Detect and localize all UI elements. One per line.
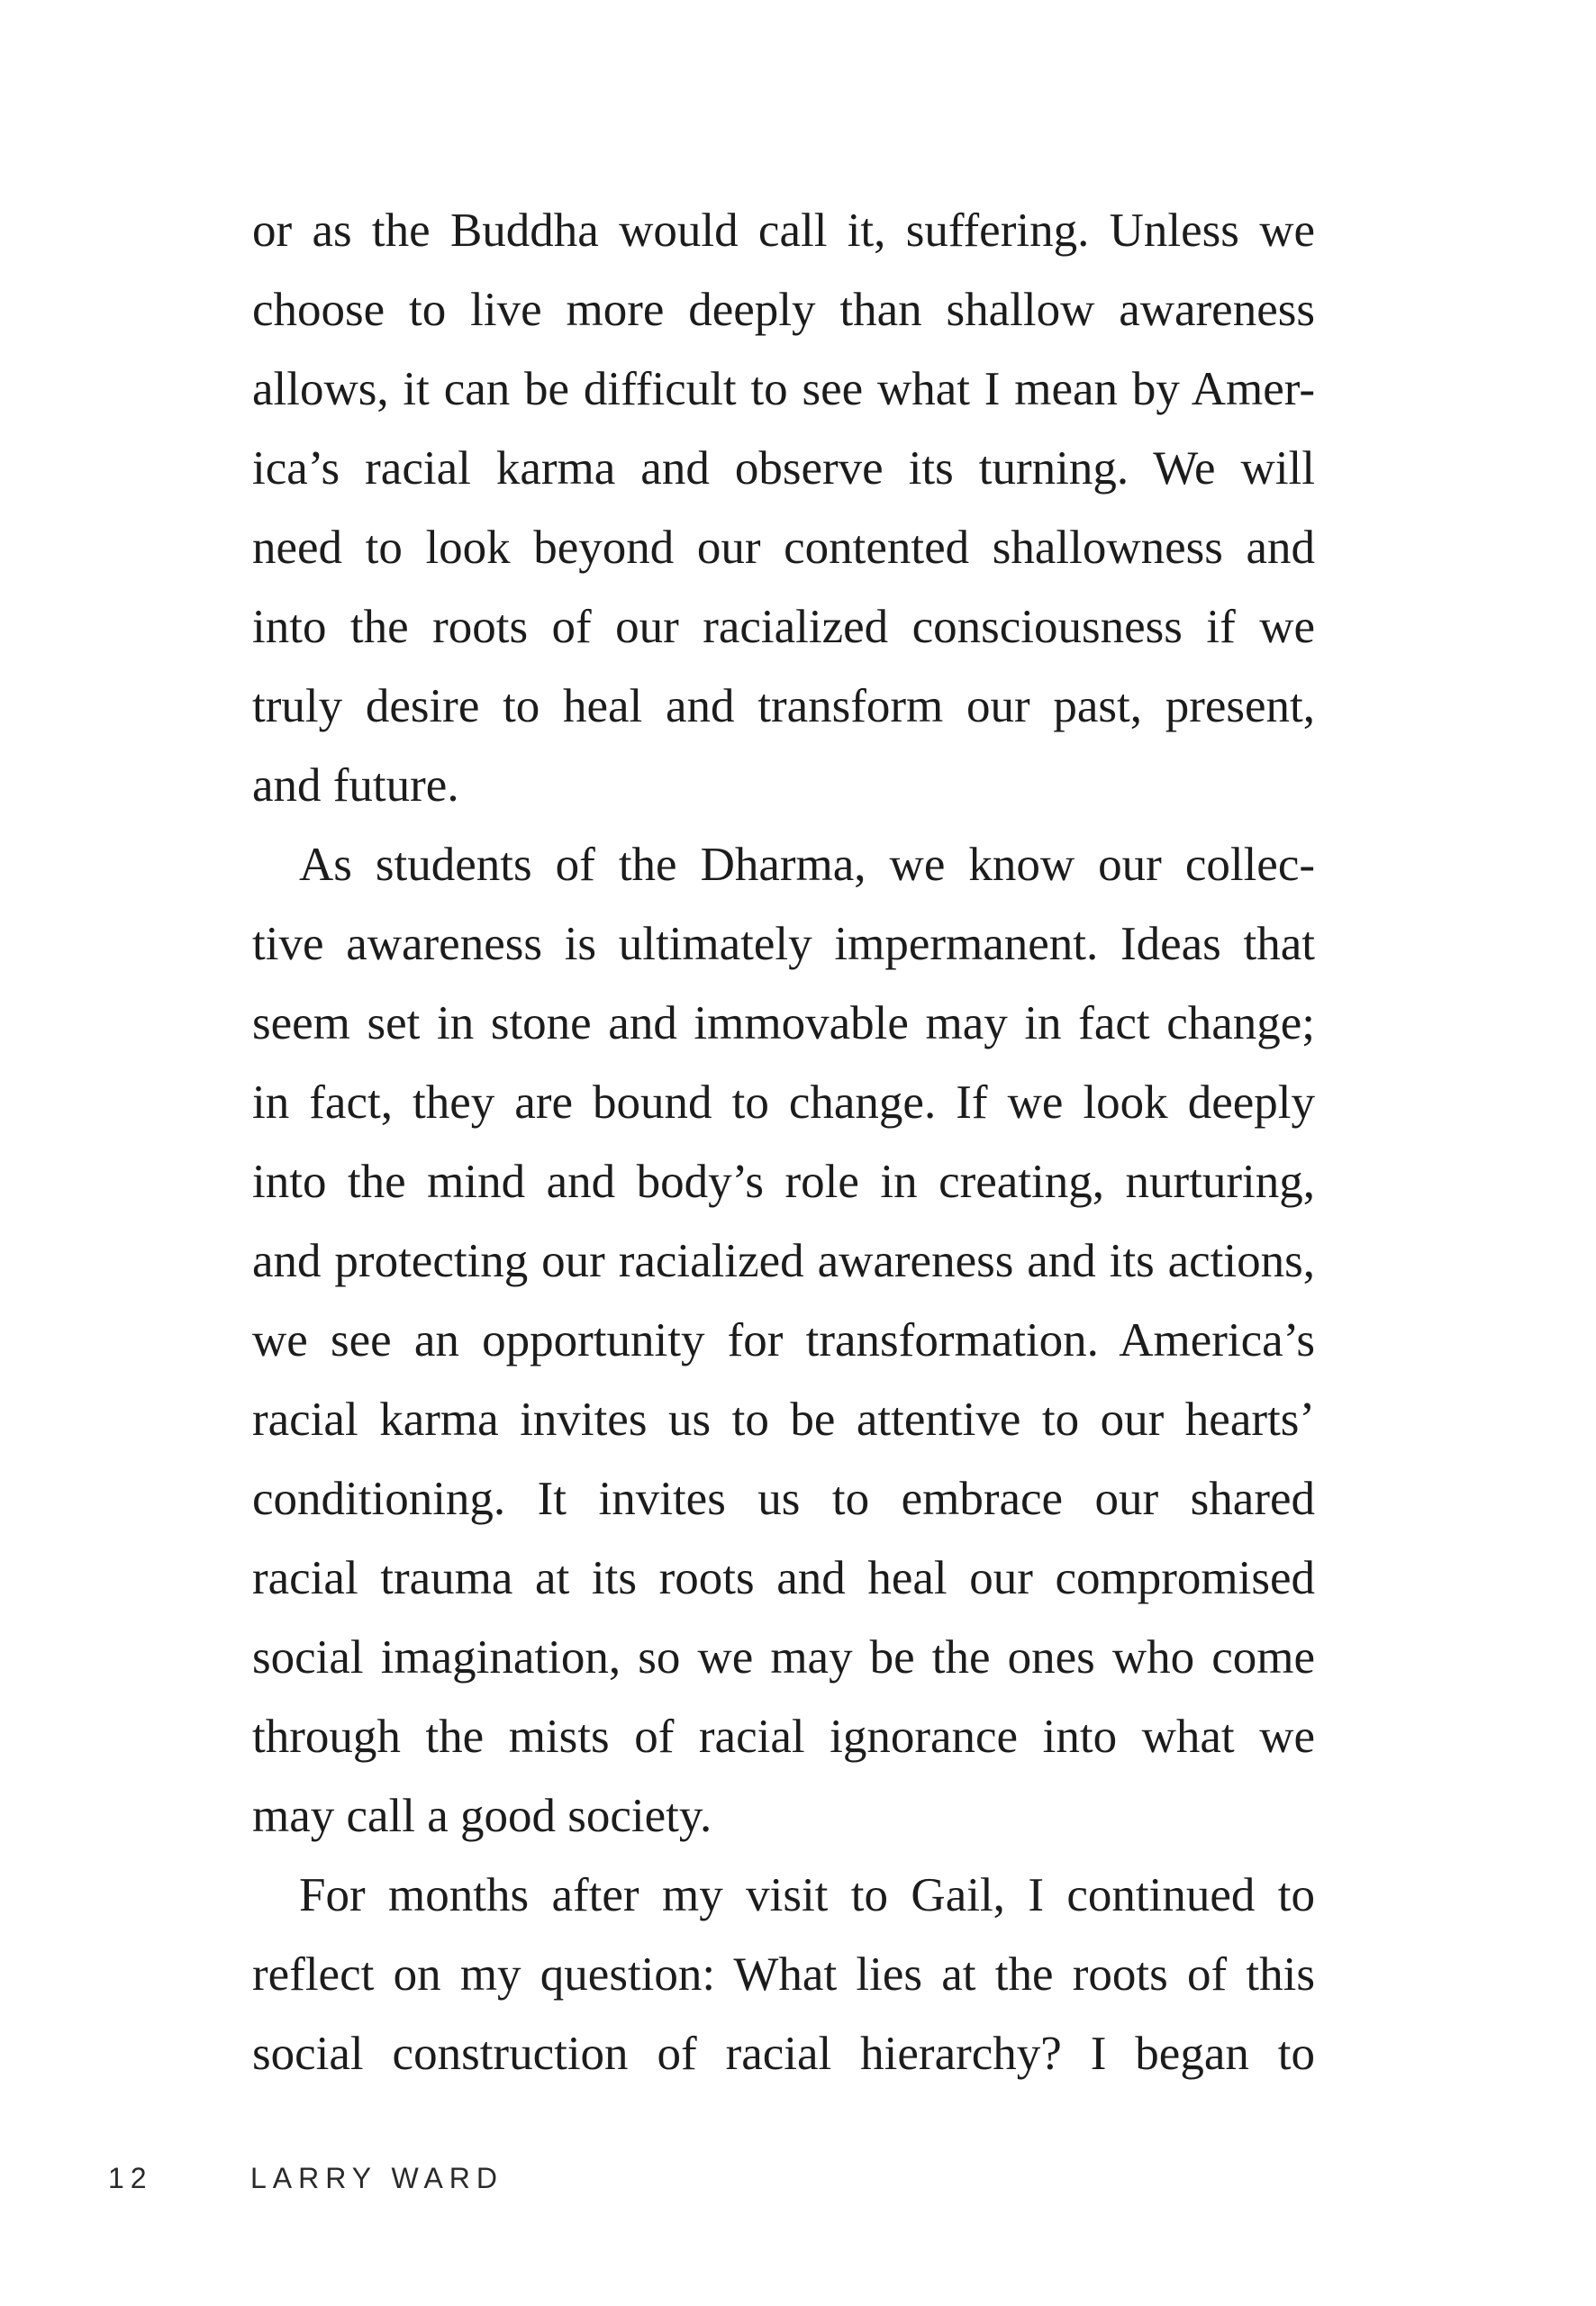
text-line: and protecting our racialized awareness and its actions, xyxy=(252,1235,1315,1287)
text-line: allows, it can be difficult to see what I mean by Amer- xyxy=(252,363,1315,415)
text-line: racial karma invites us to be attentive to our hearts’ xyxy=(252,1394,1315,1446)
text-line: As students of the Dharma, we know our collec- xyxy=(299,839,1315,891)
text-line: For months after my visit to Gail, I continued to xyxy=(299,1869,1315,1921)
text-line: racial trauma at its roots and heal our compromised xyxy=(252,1552,1315,1604)
text-line: or as the Buddha would call it, suffering. Unless we xyxy=(252,204,1315,257)
text-line: in fact, they are bound to change. If we look deeply xyxy=(252,1076,1315,1129)
text-line: may call a good society. xyxy=(252,1790,712,1842)
text-line: truly desire to heal and transform our past, present, xyxy=(252,680,1315,732)
text-line: need to look beyond our contented shallowness and xyxy=(252,522,1315,574)
text-line: seem set in stone and immovable may in fact change; xyxy=(252,997,1315,1049)
paragraph xyxy=(252,191,1315,825)
text-line: conditioning. It invites us to embrace our shared xyxy=(252,1473,1315,1525)
text-line: tive awareness is ultimately impermanent. Ideas that xyxy=(252,918,1315,970)
text-line: ica’s racial karma and observe its turning. We will xyxy=(252,442,1315,495)
text-line: into the roots of our racialized consciousness if we xyxy=(252,601,1315,653)
text-line: choose to live more deeply than shallow awareness xyxy=(252,284,1315,336)
text-line: through the mists of racial ignorance into what we xyxy=(252,1711,1315,1763)
text-line: social imagination, so we may be the ones who come xyxy=(252,1631,1315,1684)
text-line: and future. xyxy=(252,759,459,812)
paragraph xyxy=(252,1856,1315,2093)
body-text xyxy=(252,191,1315,2093)
page-number: 12 xyxy=(108,2162,153,2194)
text-line: we see an opportunity for transformation. America’s xyxy=(252,1314,1315,1366)
text-line: social construction of racial hierarchy? I began to xyxy=(252,2028,1315,2080)
text-line: reflect on my question: What lies at the roots of this xyxy=(252,1948,1315,2001)
running-head: LARRY WARD xyxy=(250,2162,504,2194)
text-line: into the mind and body’s role in creating, nurturing, xyxy=(252,1156,1315,1208)
paragraph xyxy=(252,825,1315,1856)
